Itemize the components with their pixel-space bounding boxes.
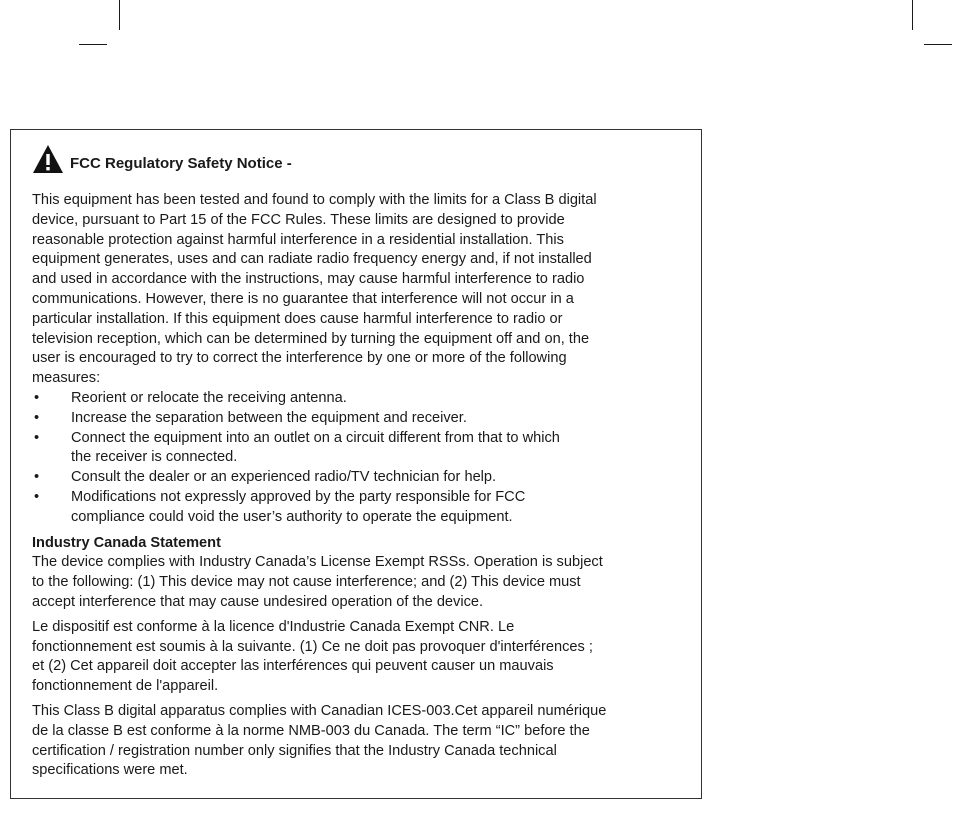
- canada-french-paragraph: [32, 618, 692, 697]
- list-item-text: the receiver is connected.: [71, 449, 238, 466]
- paragraph-line: device, pursuant to Part 15 of the FCC Rules. These limits are designed to provide: [32, 211, 565, 228]
- list-item: [32, 468, 701, 488]
- paragraph-line: television reception, which can be determined by turning the equipment off and on, the: [32, 330, 590, 347]
- measures-list: [32, 389, 701, 528]
- paragraph-line: fonctionnement est soumis à la suivante. (1) Ce ne doit pas provoquer d'interférences ;: [32, 638, 593, 655]
- bullet-dot: •: [34, 409, 40, 426]
- bullet-dot: •: [34, 469, 40, 486]
- notice-heading: [32, 142, 701, 174]
- fcc-notice-box: [10, 129, 702, 799]
- crop-mark-top-left-horizontal: [79, 44, 107, 45]
- list-item: [32, 409, 701, 429]
- canada-english-paragraph: [32, 553, 692, 612]
- paragraph-line: reasonable protection against harmful interference in a residential installation. This: [32, 231, 564, 248]
- paragraph-line: accept interference that may cause undesired operation of the device.: [32, 593, 484, 610]
- paragraph-line: fonctionnement de l'appareil.: [32, 678, 219, 695]
- fcc-intro-paragraph: [32, 191, 692, 389]
- warning-triangle-icon: [32, 144, 64, 174]
- list-item-text: Modifications not expressly approved by the party responsible for FCC: [71, 488, 526, 505]
- crop-mark-top-right-horizontal: [924, 44, 952, 45]
- list-item: [32, 429, 701, 469]
- paragraph-line: Le dispositif est conforme à la licence d'Industrie Canada Exempt CNR. Le: [32, 618, 515, 635]
- notice-title: FCC Regulatory Safety Notice -: [70, 155, 292, 172]
- paragraph-line: de la classe B est conforme à la norme NMB-003 du Canada. The term “IC” before the: [32, 722, 590, 739]
- list-item-text: Connect the equipment into an outlet on a circuit different from that to which: [71, 429, 560, 446]
- bullet-dot: •: [34, 429, 40, 446]
- crop-mark-top-right-vertical: [912, 0, 913, 30]
- paragraph-line: communications. However, there is no guarantee that interference will not occur in a: [32, 290, 574, 307]
- list-item-text: Consult the dealer or an experienced radio/TV technician for help.: [71, 469, 497, 486]
- list-item-text: Increase the separation between the equipment and receiver.: [71, 409, 467, 426]
- industry-canada-heading: Industry Canada Statement: [32, 534, 221, 551]
- list-item: [32, 389, 701, 409]
- paragraph-line: et (2) Cet appareil doit accepter las interférences qui peuvent causer un mauvais: [32, 658, 554, 675]
- list-item-text: compliance could void the user’s authority to operate the equipment.: [71, 508, 513, 525]
- paragraph-line: user is encouraged to try to correct the interference by one or more of the following: [32, 350, 567, 367]
- paragraph-line: particular installation. If this equipment does cause harmful interference to radio or: [32, 310, 563, 327]
- list-item: [32, 488, 701, 528]
- paragraph-line: equipment generates, uses and can radiate radio frequency energy and, if not installed: [32, 251, 592, 268]
- paragraph-line: certification / registration number only signifies that the Industry Canada technical: [32, 742, 557, 759]
- paragraph-line: to the following: (1) This device may not cause interference; and (2) This device must: [32, 574, 581, 591]
- crop-mark-top-left-vertical: [119, 0, 120, 30]
- paragraph-line: measures:: [32, 370, 101, 387]
- bullet-dot: •: [34, 389, 40, 406]
- paragraph-line: The device complies with Industry Canada’s License Exempt RSSs. Operation is subject: [32, 554, 603, 571]
- paragraph-line: This Class B digital apparatus complies with Canadian ICES-003.Cet appareil numérique: [32, 702, 607, 719]
- paragraph-line: and used in accordance with the instructions, may cause harmful interference to radio: [32, 271, 585, 288]
- paragraph-line: This equipment has been tested and found to comply with the limits for a Class B digital: [32, 192, 597, 208]
- ices-paragraph: [32, 702, 692, 781]
- list-item-text: Reorient or relocate the receiving antenna.: [71, 389, 347, 406]
- bullet-dot: •: [34, 488, 40, 505]
- paragraph-line: specifications were met.: [32, 762, 188, 779]
